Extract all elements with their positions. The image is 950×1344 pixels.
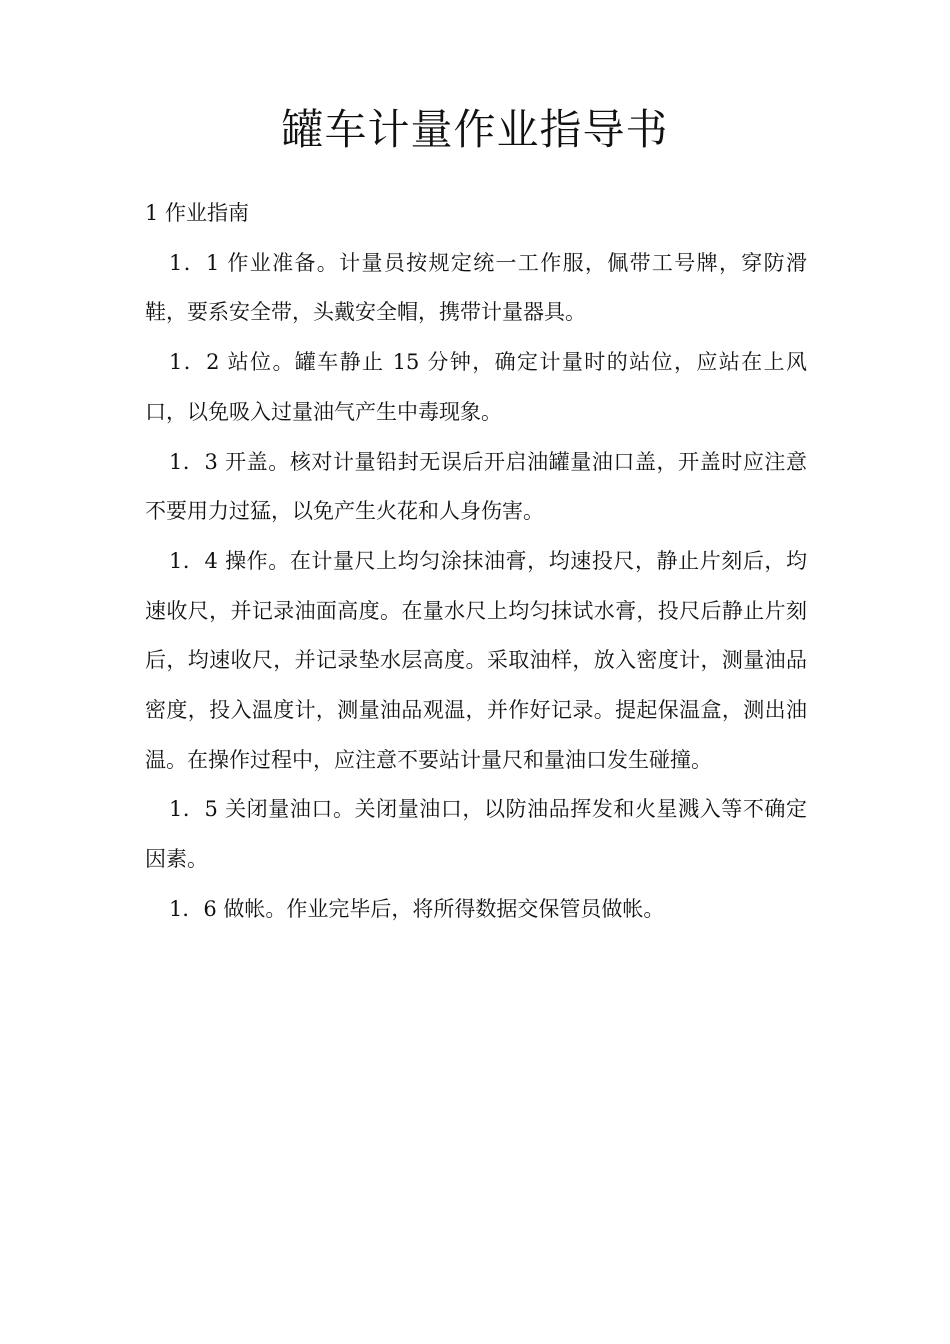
paragraph-1-3: 1．3 开盖。核对计量铅封无误后开启油罐量油口盖，开盖时应注意不要用力过猛，以免产生火花和人身伤害。 xyxy=(145,449,807,524)
document-body xyxy=(145,189,807,935)
section-heading: 1 作业指南 xyxy=(145,201,250,225)
paragraph-1-4: 1．4 操作。在计量尺上均匀涂抹油膏，均速投尺，静止片刻后，均速收尺，并记录油面高度。在量水尺上均匀抹试水膏，投尺后静止片刻后，均速收尺，并记录垫水层高度。采取油样，放入密度计，测量油品密度，投入温度计，测量油品观温，并作好记录。提起保温盒，测出油温。在操作过程中，应注意不要站计量尺和量油口发生碰撞。 xyxy=(145,548,807,772)
paragraph-1-6: 1．6 做帐。作业完毕后，将所得数据交保管员做帐。 xyxy=(169,896,665,921)
paragraph-1-1: 1．1 作业准备。计量员按规定统一工作服，佩带工号牌，穿防滑鞋，要系安全带，头戴安全帽，携带计量器具。 xyxy=(145,250,807,325)
paragraph-1-5: 1．5 关闭量油口。关闭量油口，以防油品挥发和火星溅入等不确定因素。 xyxy=(145,797,807,872)
paragraph-1-2: 1．2 站位。罐车静止 15 分钟，确定计量时的站位，应站在上风口，以免吸入过量油气产生中毒现象。 xyxy=(145,350,807,424)
page-title: 罐车计量作业指导书 xyxy=(281,105,669,154)
